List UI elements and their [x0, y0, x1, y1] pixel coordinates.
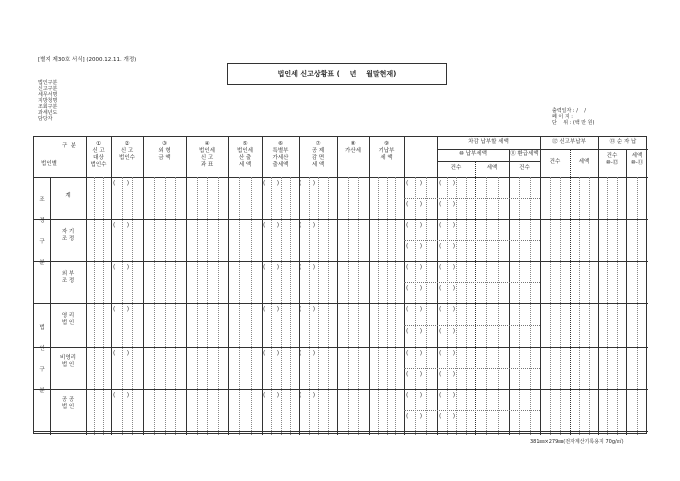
row-label-public: 공 공 법 인	[61, 397, 75, 410]
digit-rule	[466, 177, 467, 435]
digit-rule	[251, 177, 252, 435]
bracket-mark: ( )	[263, 306, 280, 313]
digit-rule	[486, 177, 487, 435]
group-header-payable: 차감 납부할 세액	[468, 139, 509, 145]
meta-item: 세무서명	[38, 92, 58, 98]
count-header: 건수	[450, 165, 462, 171]
row-label-total: 계	[65, 193, 71, 199]
meta-item: 조회구분	[38, 104, 58, 110]
bracket-mark: ( )	[263, 222, 280, 229]
digit-rule	[530, 177, 531, 435]
right-meta	[552, 108, 594, 126]
bracket-mark: ( )	[439, 222, 456, 229]
col-rule	[369, 137, 370, 435]
group-label-char: 분	[39, 388, 45, 394]
digit-rule	[318, 177, 319, 435]
row-rule	[34, 261, 648, 262]
print-date-value: / /	[576, 108, 586, 114]
amount-header: 세액	[486, 165, 498, 171]
row-label-self-adjust: 자 기 조 정	[61, 229, 75, 242]
corner-bottom-label: 법인별	[41, 161, 57, 167]
group-label-char: 정	[39, 218, 45, 224]
digit-rule	[378, 177, 379, 435]
digit-rule	[348, 177, 349, 435]
group-rule	[540, 149, 648, 150]
digit-rule	[328, 177, 329, 435]
digit-rule	[165, 177, 166, 435]
bracket-mark: ( )	[263, 264, 280, 271]
meta-item: 담당자	[38, 116, 53, 122]
left-meta	[38, 80, 57, 122]
bracket-mark: ( )	[406, 201, 423, 208]
group-label-char: 분	[39, 260, 45, 266]
corner-top-label: 구 분	[61, 143, 77, 149]
bracket-mark: ( )	[439, 243, 456, 250]
meta-item: 법인구분	[38, 80, 58, 86]
col-rule	[598, 137, 599, 435]
col-rule	[509, 149, 510, 435]
bracket-mark: ( )	[439, 285, 456, 292]
bracket-mark: ( )	[406, 328, 423, 335]
bracket-mark: ( )	[406, 371, 423, 378]
digit-rule	[154, 177, 155, 435]
bracket-mark: ( )	[263, 180, 280, 187]
count-header: 건수	[519, 165, 530, 171]
bracket-mark: ( )	[263, 392, 280, 399]
digit-rule	[387, 177, 388, 435]
amount-header: 세액	[578, 159, 590, 165]
group-rule	[437, 149, 540, 150]
col-rule	[626, 149, 627, 435]
col-rule	[86, 137, 87, 435]
bracket-mark: ( )	[406, 413, 423, 420]
column-header: ⑤ 법인세 산 출 세 액	[237, 141, 253, 168]
digit-rule	[239, 177, 240, 435]
digit-rule	[589, 177, 590, 435]
bracket-mark: ( )	[113, 222, 130, 229]
column-header: ② 신 고 법인수	[119, 141, 135, 161]
row-rule	[34, 389, 648, 390]
meta-item: 지방청명	[38, 98, 58, 104]
bracket-mark: ( )	[406, 222, 423, 229]
bracket-mark: ( )	[406, 392, 423, 399]
column-header: ① 신 고 대상 법인수	[90, 141, 107, 168]
bracket-mark: ( )	[439, 264, 456, 271]
bracket-mark: ( )	[299, 306, 316, 313]
form-number: [별지 제30호 서식] (2000.12.11. 개정)	[38, 57, 137, 63]
digit-rule	[426, 177, 427, 435]
meta-item: 신고구분	[38, 86, 58, 92]
digit-rule	[560, 177, 561, 435]
col-rule	[111, 137, 112, 435]
bracket-mark: ( )	[406, 306, 423, 313]
bracket-mark: ( )	[113, 350, 130, 357]
net-amount-header: 세액 ⑩-⑪	[630, 153, 644, 166]
digit-rule	[607, 177, 608, 435]
meta-item: 과세년도	[38, 110, 58, 116]
digit-rule	[175, 177, 176, 435]
group-label-char: 인	[39, 346, 45, 352]
digit-rule	[456, 177, 457, 435]
bracket-mark: ( )	[439, 328, 456, 335]
group-label-char: 구	[39, 239, 45, 245]
bracket-mark: ( )	[439, 201, 456, 208]
bracket-mark: ( )	[299, 350, 316, 357]
page-title: 법인세 신고상황표 ( 년 월말현재)	[277, 70, 397, 78]
row-label-profit: 영 리 법 인	[61, 313, 75, 326]
digit-rule	[550, 177, 551, 435]
digit-rule	[617, 177, 618, 435]
group-header-net: ⑬ 순 자 납	[609, 139, 637, 145]
col-rule	[228, 137, 229, 435]
row-rule	[34, 303, 648, 304]
count-header: 건수	[549, 159, 561, 165]
digit-rule	[94, 177, 95, 435]
digit-rule	[579, 177, 580, 435]
column-header: ④ 법인세 신 고 과 표	[199, 141, 215, 168]
row-label-external-adjust: 외 부 조 정	[61, 271, 75, 284]
row-rule	[34, 347, 648, 348]
row-rule	[34, 431, 648, 432]
digit-rule	[207, 177, 208, 435]
print-date-label: 출력일자 :	[552, 108, 575, 114]
bracket-mark: ( )	[406, 180, 423, 187]
digit-rule	[395, 177, 396, 435]
bracket-mark: ( )	[439, 306, 456, 313]
footer-note: 381㎜×279㎜(전자계산기록용지 70g/㎡)	[530, 439, 624, 445]
bracket-mark: ( )	[406, 264, 423, 271]
bracket-mark: ( )	[299, 392, 316, 399]
bracket-mark: ( )	[439, 180, 456, 187]
col-rule	[570, 149, 571, 435]
col-rule	[437, 137, 438, 435]
page-label: 페 이 지 :	[552, 114, 573, 120]
digit-rule	[132, 177, 133, 435]
digit-rule	[358, 177, 359, 435]
report-table	[33, 136, 647, 434]
col-rule	[143, 137, 144, 435]
col-rule	[540, 137, 541, 435]
header-rule	[34, 177, 648, 178]
digit-rule	[103, 177, 104, 435]
column-header: ⑧ 가산세	[345, 141, 361, 154]
bracket-mark: ( )	[299, 180, 316, 187]
sub-header-refund: ⑪ 환급세액	[510, 151, 539, 157]
group-label-char: 구	[39, 367, 45, 373]
bracket-mark: ( )	[299, 222, 316, 229]
title-box	[227, 63, 447, 85]
bracket-mark: ( )	[439, 350, 456, 357]
digit-rule	[290, 177, 291, 435]
column-header: ③ 외 형 금 액	[158, 141, 171, 161]
col-rule	[475, 161, 476, 435]
digit-rule	[498, 177, 499, 435]
col-rule	[404, 137, 405, 435]
col-rule	[337, 137, 338, 435]
bracket-mark: ( )	[113, 264, 130, 271]
group-label-char: 조	[39, 197, 45, 203]
bracket-mark: ( )	[113, 306, 130, 313]
digit-rule	[637, 177, 638, 435]
group-header-report: ⑫ 신고부납부	[552, 139, 586, 145]
bracket-mark: ( )	[406, 243, 423, 250]
col-rule	[186, 137, 187, 435]
digit-rule	[218, 177, 219, 435]
column-header: ⑥ 특별부 가세산 출세액	[272, 141, 289, 168]
bracket-mark: ( )	[439, 371, 456, 378]
digit-rule	[197, 177, 198, 435]
row-label-nonprofit: 비영리 법 인	[60, 355, 76, 368]
unit-label: 단 위 : (백 만 원)	[552, 120, 595, 126]
digit-rule	[519, 177, 520, 435]
group-label-char: 법	[39, 325, 45, 331]
bracket-mark: ( )	[406, 285, 423, 292]
bracket-mark: ( )	[113, 180, 130, 187]
bracket-mark: ( )	[113, 392, 130, 399]
group-rule	[437, 161, 540, 162]
digit-rule	[281, 177, 282, 435]
net-count-header: 건수 ⑩-⑫	[605, 153, 619, 166]
bracket-mark: ( )	[263, 350, 280, 357]
bracket-mark: ( )	[299, 264, 316, 271]
sub-header-payment: ⑩ 납부세액	[459, 151, 487, 157]
column-header: ⑦ 공 제 감 면 세 액	[311, 141, 325, 168]
column-header: ⑨ 기납부 세 액	[378, 141, 395, 161]
row-rule	[34, 219, 648, 220]
bracket-mark: ( )	[439, 392, 456, 399]
bracket-mark: ( )	[439, 413, 456, 420]
bracket-mark: ( )	[406, 350, 423, 357]
